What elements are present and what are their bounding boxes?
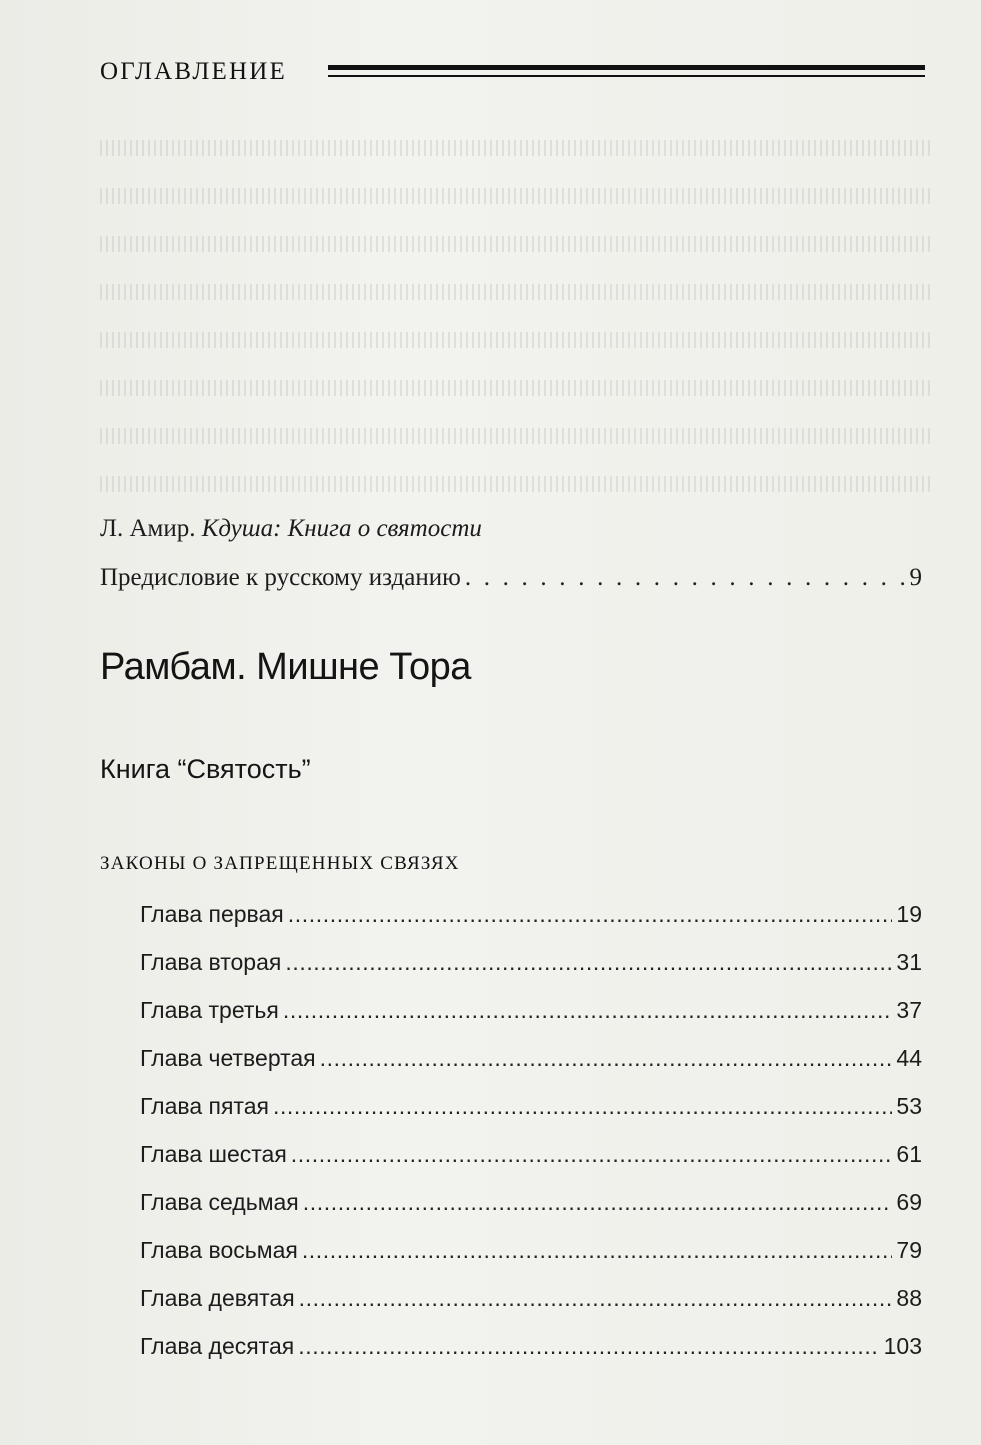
toc-heading: ОГЛАВЛЕНИЕ [100,58,287,85]
toc-page-number: 19 [896,901,922,927]
toc-entry-label: Предисловие к русскому изданию [100,564,461,591]
header-rule-thick [328,65,925,70]
toc-entry-label: Глава восьмая [140,1237,298,1263]
dot-leader [291,1138,893,1170]
dot-leader [302,1234,893,1266]
toc-page-number: 69 [896,1189,922,1215]
toc-entry-chapter[interactable] [140,946,922,978]
bleed-through-line [100,140,930,156]
toc-page-number: 61 [896,1141,922,1167]
toc-page-number: 31 [896,949,922,975]
header-rule-thin [328,75,925,77]
toc-page-number: 103 [883,1333,922,1359]
toc-entry-label: Глава первая [140,901,284,927]
author-name: Л. Амир. [100,515,196,542]
toc-entry-chapter[interactable] [140,1234,922,1266]
toc-entry-chapter[interactable] [140,1282,922,1314]
bleed-through-line [100,188,930,204]
toc-entry-chapter[interactable] [140,1330,922,1362]
dot-leader [303,1186,893,1218]
toc-entry-label: Глава третья [140,997,279,1023]
toc-entry-label: Глава пятая [140,1093,269,1119]
section-title: ЗАКОНЫ О ЗАПРЕЩЕННЫХ СВЯЗЯХ [100,853,460,874]
work-title: Кдуша: Книга о святости [201,515,482,542]
toc-page-number: 79 [896,1237,922,1263]
bleed-through-line [100,236,930,252]
toc-header [100,56,925,90]
dot-leader [298,1330,879,1362]
toc-entry-label: Глава девятая [140,1285,295,1311]
toc-page-number: 88 [896,1285,922,1311]
header-double-rule [328,65,925,79]
toc-page-number: 53 [896,1093,922,1119]
toc-entry-chapter[interactable] [140,1138,922,1170]
toc-page-number: 9 [909,564,922,591]
bleed-through-line [100,476,930,492]
bleed-through-line [100,380,930,396]
toc-entry-chapter[interactable] [140,1186,922,1218]
toc-entry-chapter[interactable] [140,994,922,1026]
toc-entry-label: Глава вторая [140,949,282,975]
toc-entry-chapter[interactable] [140,898,922,930]
toc-entry-label: Глава шестая [140,1141,287,1167]
dot-leader [288,898,893,930]
part-title: Рамбам. Мишне Тора [100,646,471,688]
toc-entry-preface[interactable] [100,562,922,594]
dot-leader [320,1042,893,1074]
toc-entry-chapter[interactable] [140,1042,922,1074]
toc-entry-label: Глава четвертая [140,1045,316,1071]
bleed-through-line [100,284,930,300]
toc-entry-chapter[interactable] [140,1090,922,1122]
toc-page-number: 44 [896,1045,922,1071]
dot-leader [465,562,906,594]
toc-page-number: 37 [896,997,922,1023]
dot-leader [299,1282,893,1314]
toc-entry-label: Глава десятая [140,1333,295,1359]
bleed-through-line [100,332,930,348]
dot-leader [285,946,892,978]
book-title: Книга “Святость” [100,754,311,784]
bleed-through-line [100,428,930,444]
author-entry [100,513,482,545]
toc-entry-label: Глава седьмая [140,1189,299,1215]
dot-leader [273,1090,892,1122]
dot-leader [283,994,893,1026]
